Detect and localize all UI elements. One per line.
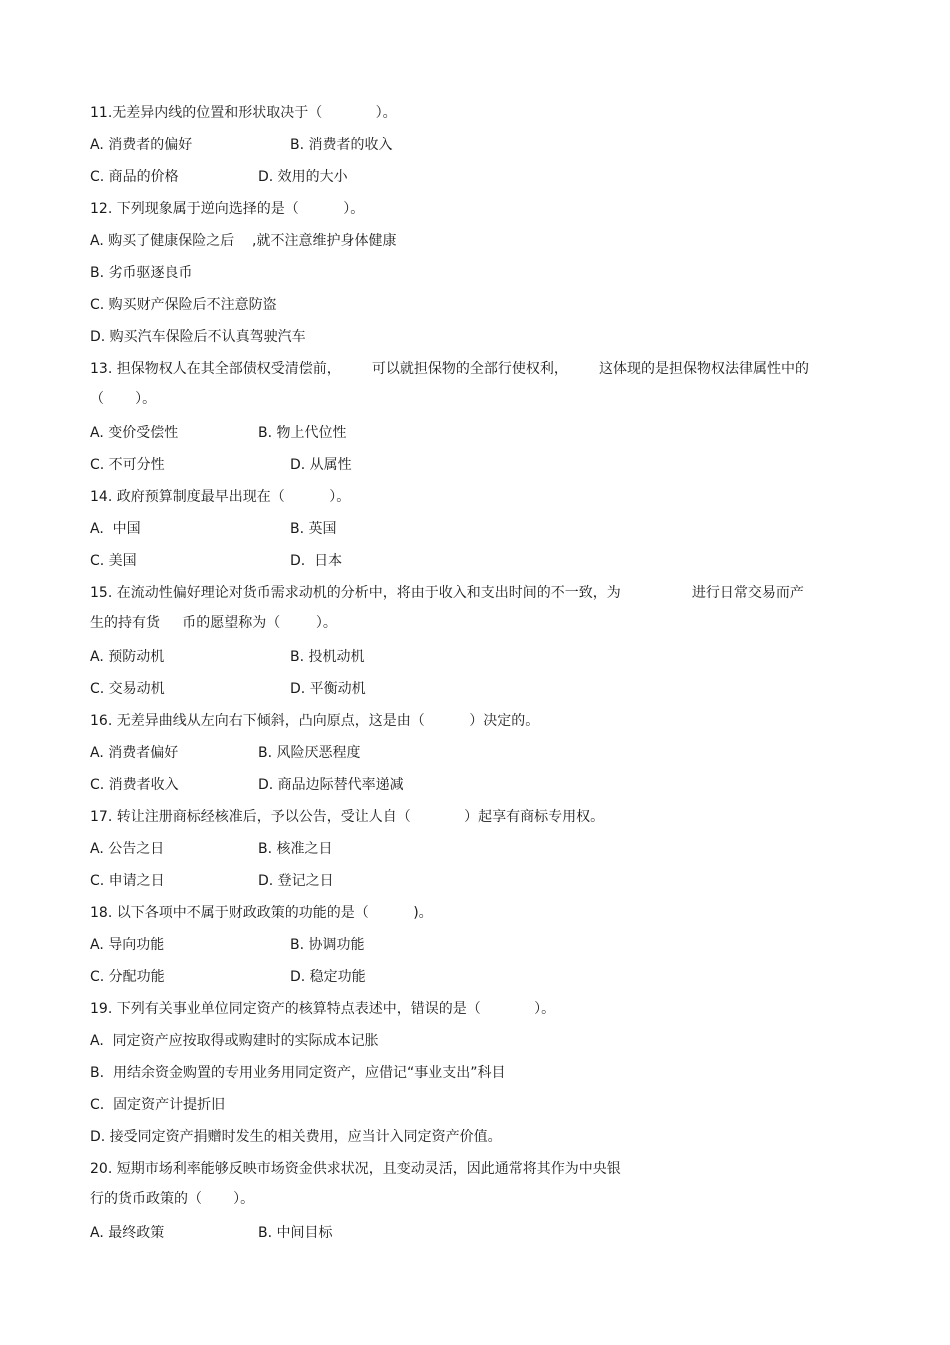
question-12-option-b: B. 劣币驱逐良币 — [90, 265, 193, 281]
question-18-option-b: B. 协调功能 — [290, 937, 365, 953]
question-16-option-c: C. 消费者收入 — [90, 777, 179, 793]
question-19-option-b: B. 用结余资金购置的专用业务用同定资产，应借记“事业支出”科目 — [90, 1065, 506, 1081]
question-15-option-a: A. 预防动机 — [90, 649, 165, 665]
question-13-option-d: D. 从属性 — [290, 457, 352, 473]
question-17-option-b: B. 核准之日 — [258, 841, 333, 857]
question-17-option-c: C. 申请之日 — [90, 873, 165, 889]
question-19-option-c: C. 固定资产计提折旧 — [90, 1097, 226, 1113]
question-13-option-a: A. 变价受偿性 — [90, 425, 179, 441]
question-20-option-a: A. 最终政策 — [90, 1225, 165, 1241]
question-14-stem: 14. 政府预算制度最早出现在（ ）。 — [90, 489, 351, 505]
question-17-option-d: D. 登记之日 — [258, 873, 334, 889]
question-13-stem-line-1: 13. 担保物权人在其全部债权受清偿前， 可以就担保物的全部行使权利， 这体现的是担保物权法律属性中的 — [90, 361, 810, 377]
question-20-stem-line-1: 20. 短期市场利率能够反映市场资金供求状况，且变动灵活，因此通常将其作为中央银 — [90, 1161, 621, 1177]
question-17-option-a: A. 公告之日 — [90, 841, 165, 857]
question-11-option-d: D. 效用的大小 — [258, 169, 348, 185]
question-19-option-a: A. 同定资产应按取得或购建时的实际成本记胀 — [90, 1033, 379, 1049]
question-13-option-c: C. 不可分性 — [90, 457, 165, 473]
question-14-option-a: A. 中国 — [90, 521, 141, 537]
question-12-option-c: C. 购买财产保险后不注意防盗 — [90, 297, 277, 313]
question-18-stem: 18. 以下各项中不属于财政政策的功能的是（ )。 — [90, 905, 433, 921]
question-14-option-c: C. 美国 — [90, 553, 137, 569]
question-16-option-a: A. 消费者偏好 — [90, 745, 179, 761]
question-16-option-d: D. 商品边际替代率递减 — [258, 777, 404, 793]
question-14-option-b: B. 英国 — [290, 521, 337, 537]
question-13-option-b: B. 物上代位性 — [258, 425, 347, 441]
question-14-option-d: D. 日本 — [290, 553, 343, 569]
question-18-option-a: A. 导向功能 — [90, 937, 165, 953]
question-12-option-d: D. 购买汽车保险后不认真驾驶汽车 — [90, 329, 306, 345]
question-11-option-b: B. 消费者的收入 — [290, 137, 393, 153]
question-20-option-b: B. 中间目标 — [258, 1225, 333, 1241]
question-11-option-a: A. 消费者的偏好 — [90, 137, 193, 153]
question-19-stem: 19. 下列有关事业单位同定资产的核算特点表述中，错误的是（ ）。 — [90, 1001, 556, 1017]
question-20-stem-line-2: 行的货币政策的（ ）。 — [90, 1191, 255, 1207]
question-18-option-d: D. 稳定功能 — [290, 969, 366, 985]
question-16-option-b: B. 风险厌恶程度 — [258, 745, 361, 761]
question-15-option-d: D. 平衡动机 — [290, 681, 366, 697]
question-16-stem: 16. 无差异曲线从左向右下倾斜，凸向原点，这是由（ ）决定的。 — [90, 713, 540, 729]
question-12-option-a: A. 购买了健康保险之后 ,就不注意维护身体健康 — [90, 233, 397, 249]
question-12-stem: 12. 下列现象属于逆向选择的是（ ）。 — [90, 201, 365, 217]
question-18-option-c: C. 分配功能 — [90, 969, 165, 985]
question-19-option-d: D. 接受同定资产捐赠时发生的相关费用，应当计入同定资产价值。 — [90, 1129, 502, 1145]
question-15-option-c: C. 交易动机 — [90, 681, 165, 697]
question-13-stem-line-2: （ ）。 — [90, 391, 157, 407]
question-15-stem-line-2: 生的持有货 币的愿望称为（ ）。 — [90, 615, 337, 631]
question-17-stem: 17. 转让注册商标经核准后，予以公告，受让人自（ ）起享有商标专用权。 — [90, 809, 605, 825]
question-11-stem: 11.无差异内线的位置和形状取决于（ ）。 — [90, 105, 397, 121]
question-15-option-b: B. 投机动机 — [290, 649, 365, 665]
question-15-stem-line-1: 15. 在流动性偏好理论对货币需求动机的分析中，将由于收入和支出时间的不一致，为 进行日常交易而产 — [90, 585, 804, 601]
question-11-option-c: C. 商品的价格 — [90, 169, 179, 185]
